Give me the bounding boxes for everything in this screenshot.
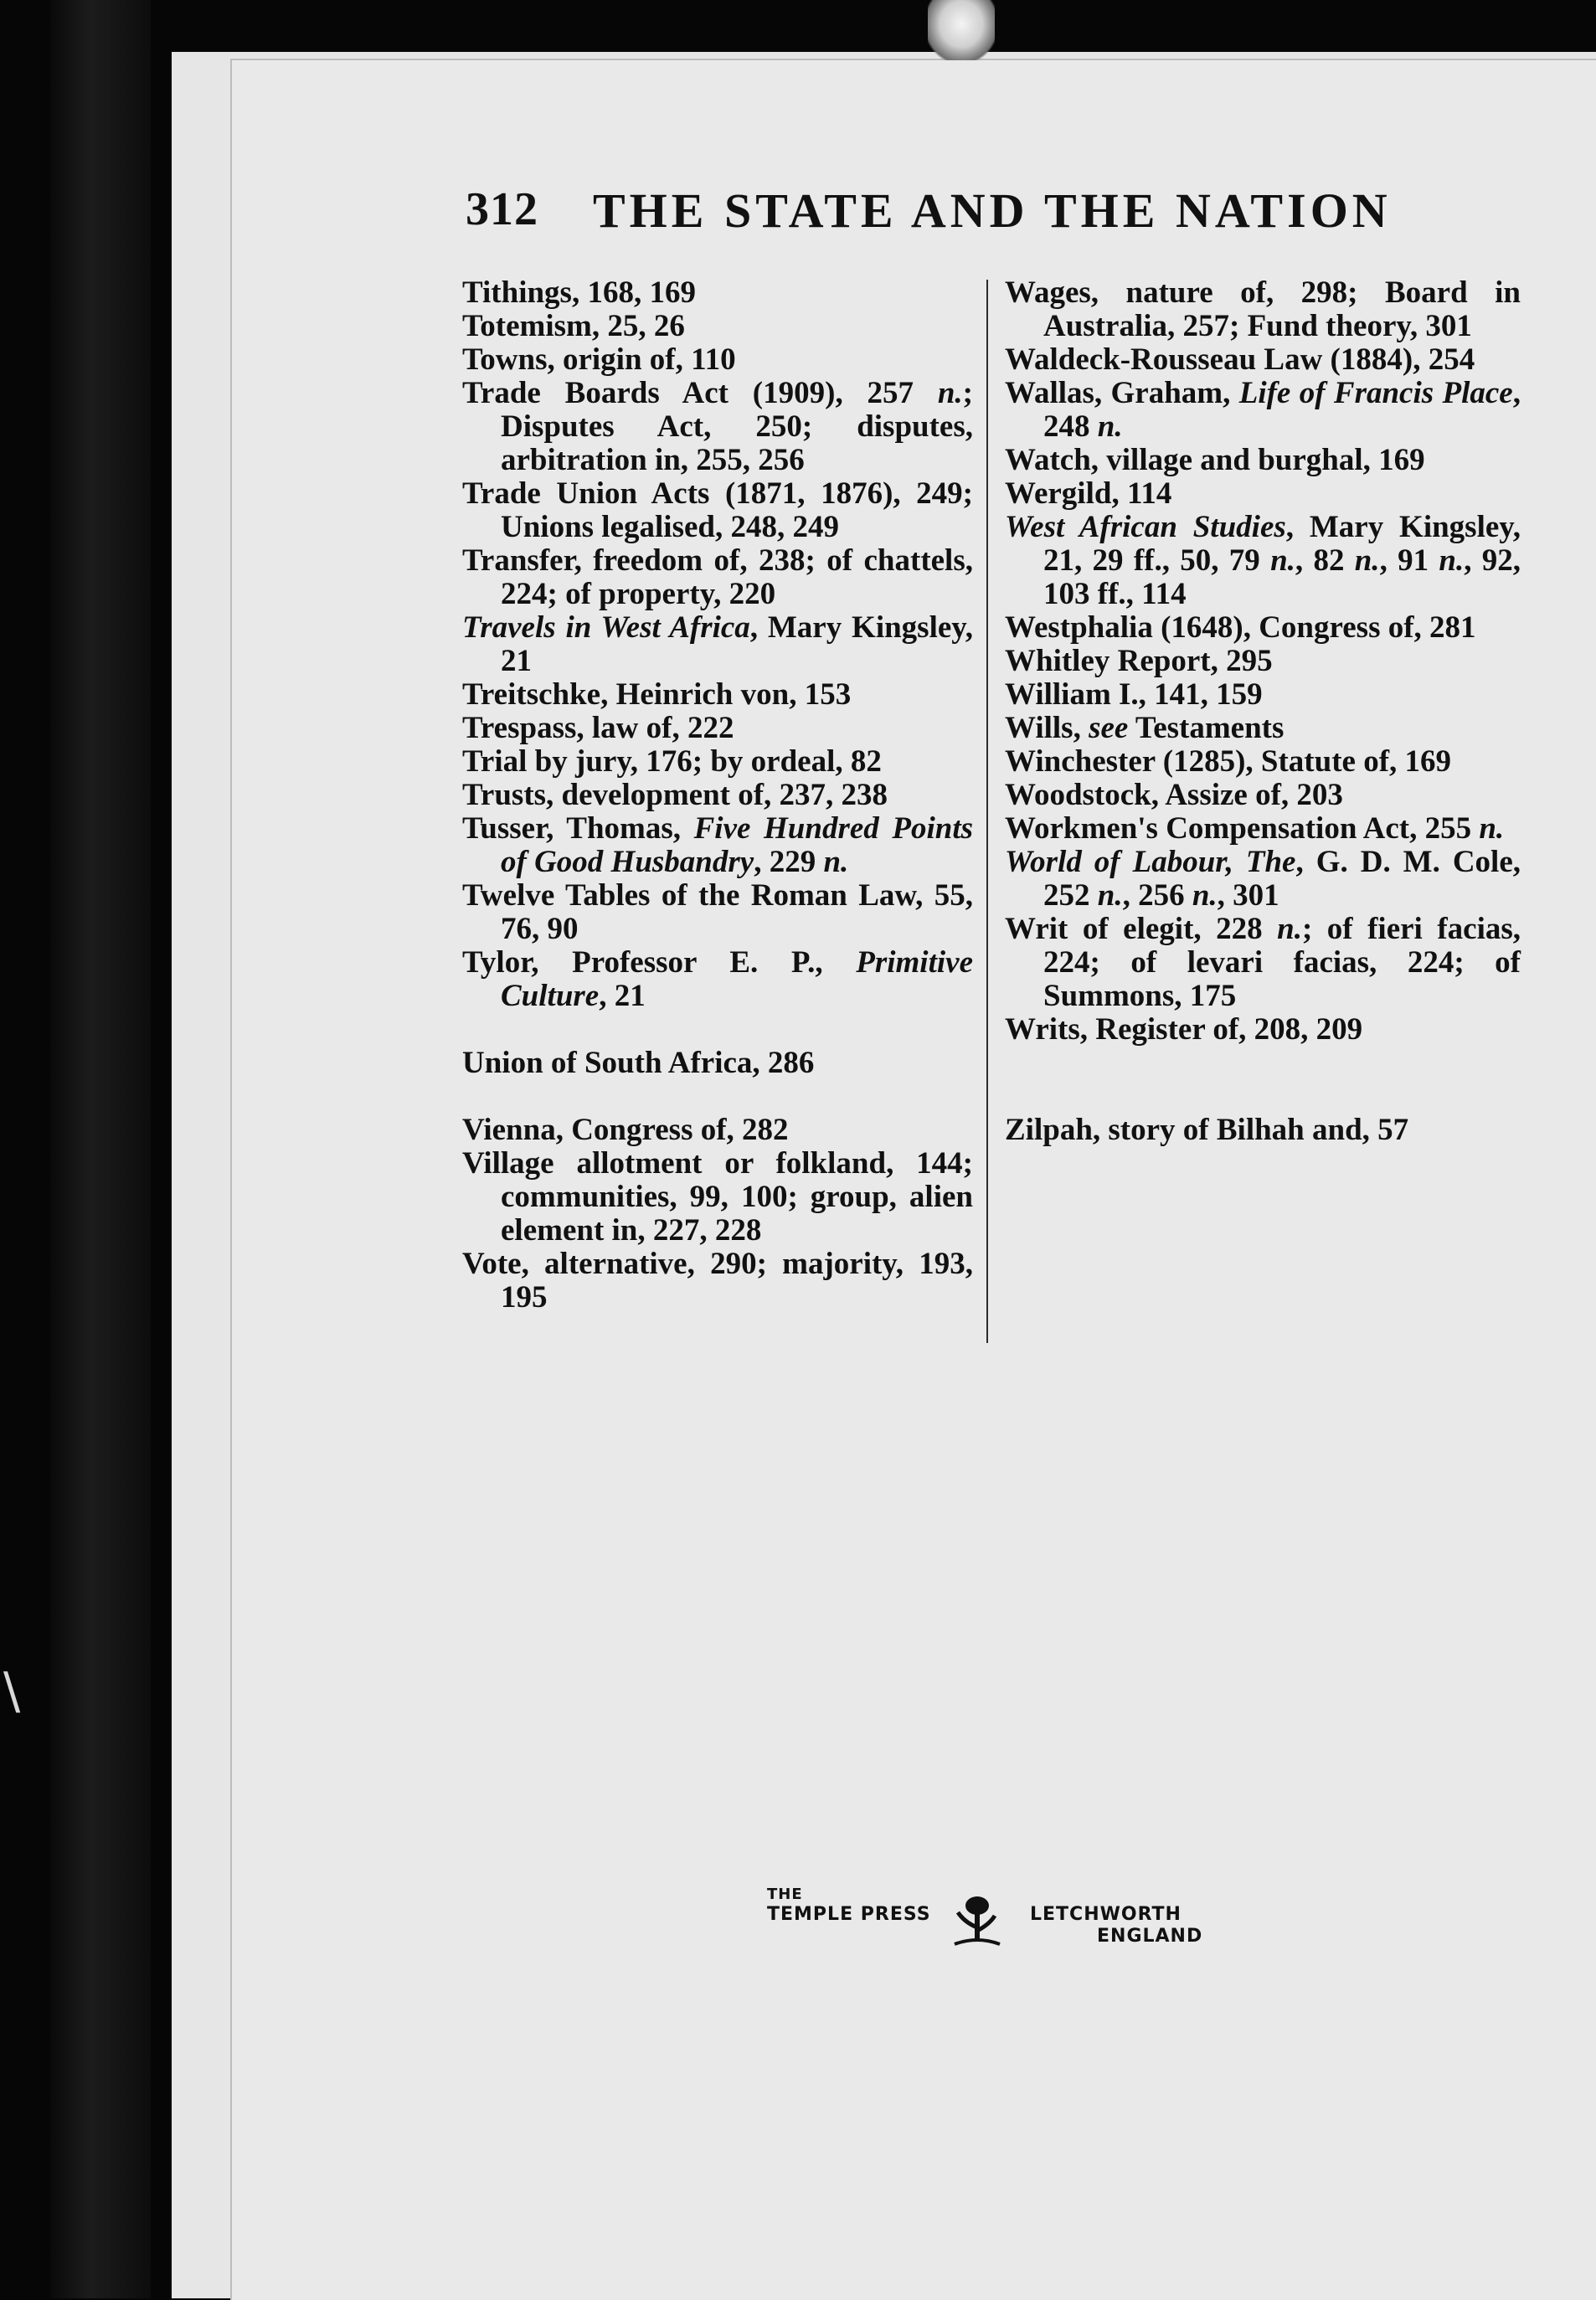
index-entry-text: Twelve Tables of the Roman Law, 55, 76, 90 bbox=[462, 878, 973, 946]
index-entry-text: , 256 bbox=[1122, 878, 1192, 913]
index-entry-text: Wills, bbox=[1005, 711, 1089, 745]
entry-spacer bbox=[462, 1013, 973, 1047]
index-entry-text: Zilpah, story of Bilhah and, 57 bbox=[1005, 1113, 1409, 1147]
index-entry-text: Trusts, development of, 237, 238 bbox=[462, 778, 888, 812]
index-column-left bbox=[462, 276, 973, 1315]
index-entry-italic-text: n. bbox=[823, 845, 849, 879]
binding-clip-glare bbox=[928, 0, 995, 60]
index-entry bbox=[462, 611, 973, 678]
index-entry-text: , 21 bbox=[599, 979, 646, 1013]
index-entry bbox=[462, 1147, 973, 1248]
index-entry-text: Workmen's Compensation Act, 255 bbox=[1005, 811, 1480, 846]
index-entry-text: ; of fieri facias, 224; of levari facias, 224; of Summons, 175 bbox=[1043, 912, 1521, 1013]
index-entry bbox=[462, 812, 973, 879]
index-entry bbox=[462, 779, 973, 812]
index-entry bbox=[462, 879, 973, 946]
index-entry-italic-text: n. bbox=[1439, 543, 1465, 578]
index-entry-text: Wages, nature of, 298; Board in Australia, 257; Fund theory, 301 bbox=[1005, 275, 1521, 343]
index-entry-text: Transfer, freedom of, 238; of chattels, 224; of property, 220 bbox=[462, 543, 973, 611]
index-entry-text: Tusser, Thomas, bbox=[462, 811, 694, 846]
index-entry bbox=[462, 946, 973, 1013]
index-entry-text: , Mary Kingsley, 21, 29 ff., 50, 79 bbox=[1043, 510, 1521, 578]
index-entry-text: Testaments bbox=[1128, 711, 1285, 745]
index-entry-italic-text: n. bbox=[1270, 543, 1295, 578]
index-entry bbox=[462, 343, 973, 377]
index-entry-italic-text: Primitive Culture bbox=[501, 945, 973, 1013]
index-entry-text: Winchester (1285), Statute of, 169 bbox=[1005, 744, 1452, 779]
index-entry bbox=[1005, 444, 1521, 477]
index-entry bbox=[462, 712, 973, 745]
index-entry-italic-text: Five Hundred Points of Good Husbandry bbox=[501, 811, 973, 879]
index-entry-italic-text: n. bbox=[1097, 409, 1123, 444]
index-entry bbox=[462, 544, 973, 611]
index-entry bbox=[1005, 343, 1521, 377]
running-title: THE STATE AND THE NATION bbox=[593, 183, 1392, 238]
index-entry-text: Vote, alternative, 290; majority, 193, 195 bbox=[462, 1247, 973, 1315]
margin-tick-mark: \ bbox=[3, 1662, 21, 1721]
page-number: 312 bbox=[466, 183, 538, 235]
index-entry-italic-text: n. bbox=[937, 376, 963, 410]
index-entry bbox=[462, 745, 973, 779]
index-entry-text: Vienna, Congress of, 282 bbox=[462, 1113, 789, 1147]
index-entry-text: Wergild, 114 bbox=[1005, 476, 1172, 511]
index-entry-italic-text: Travels in West Africa bbox=[462, 610, 750, 645]
index-entry bbox=[1005, 1013, 1521, 1047]
index-entry bbox=[1005, 712, 1521, 745]
index-entry-text: Trade Boards Act (1909), 257 bbox=[462, 376, 938, 410]
index-entry bbox=[462, 678, 973, 712]
index-entry-italic-text: n. bbox=[1479, 811, 1505, 846]
index-entry bbox=[462, 276, 973, 310]
index-entry bbox=[1005, 678, 1521, 712]
colophon-press-name: TEMPLE PRESS bbox=[767, 1904, 931, 1925]
index-entry-italic-text: West African Studies bbox=[1005, 510, 1286, 544]
index-entry bbox=[1005, 1114, 1521, 1147]
index-entry-text: , 301 bbox=[1217, 878, 1279, 913]
index-entry bbox=[462, 1248, 973, 1315]
index-entry bbox=[462, 477, 973, 544]
printer-colophon bbox=[762, 1886, 1231, 1978]
index-entry bbox=[1005, 812, 1521, 846]
entry-spacer bbox=[1005, 1047, 1521, 1114]
index-column-right bbox=[1005, 276, 1521, 1147]
index-entry-text: , 229 bbox=[754, 845, 824, 879]
index-entry-text: , 82 bbox=[1295, 543, 1355, 578]
index-entry bbox=[462, 1047, 973, 1080]
index-entry-text: , 248 bbox=[1043, 376, 1521, 444]
index-entry bbox=[1005, 511, 1521, 611]
index-entry-text: Union of South Africa, 286 bbox=[462, 1046, 815, 1080]
index-entry bbox=[1005, 779, 1521, 812]
tree-emblem-icon bbox=[948, 1894, 1007, 1953]
index-entry-text: Woodstock, Assize of, 203 bbox=[1005, 778, 1343, 812]
index-entry bbox=[1005, 846, 1521, 913]
index-entry-italic-text: n. bbox=[1277, 912, 1302, 946]
index-entry-italic-text: n. bbox=[1097, 878, 1123, 913]
index-entry-text: ; Disputes Act, 250; disputes, arbitration in, 255, 256 bbox=[501, 376, 973, 477]
index-entry-text: , 92, 103 ff., 114 bbox=[1043, 543, 1521, 611]
index-entry-text: Tithings, 168, 169 bbox=[462, 275, 696, 310]
index-entry-text: Village allotment or folkland, 144; communities, 99, 100; group, alien element in, 227, 228 bbox=[462, 1146, 973, 1248]
index-entry bbox=[1005, 913, 1521, 1013]
entry-spacer bbox=[462, 1080, 973, 1114]
index-entry-text: Towns, origin of, 110 bbox=[462, 342, 736, 377]
running-head bbox=[466, 183, 1403, 250]
index-entry bbox=[1005, 276, 1521, 343]
index-entry bbox=[1005, 377, 1521, 444]
index-entry-italic-text: Life of Francis Place bbox=[1238, 376, 1513, 410]
index-entry-text: Totemism, 25, 26 bbox=[462, 309, 685, 343]
index-entry-text: Trespass, law of, 222 bbox=[462, 711, 734, 745]
index-entry-text: , G. D. M. Cole, 252 bbox=[1043, 845, 1521, 913]
index-entry-text: Wallas, Graham, bbox=[1005, 376, 1239, 410]
book-spine-shadow bbox=[50, 0, 151, 2298]
index-entry-italic-text: World of Labour, The bbox=[1005, 845, 1296, 879]
index-entry-text: Whitley Report, 295 bbox=[1005, 644, 1273, 678]
index-entry bbox=[1005, 745, 1521, 779]
index-entry-italic-text: n. bbox=[1354, 543, 1380, 578]
index-entry-text: Writ of elegit, 228 bbox=[1005, 912, 1278, 946]
index-entry-italic-text: n. bbox=[1192, 878, 1218, 913]
index-entry bbox=[462, 310, 973, 343]
colophon-country: ENGLAND bbox=[1097, 1926, 1203, 1947]
index-entry-text: , 91 bbox=[1379, 543, 1439, 578]
index-entry bbox=[1005, 611, 1521, 645]
index-entry bbox=[462, 1114, 973, 1147]
index-entry-text: Trial by jury, 176; by ordeal, 82 bbox=[462, 744, 882, 779]
index-entry-text: Treitschke, Heinrich von, 153 bbox=[462, 677, 852, 712]
index-entry bbox=[1005, 477, 1521, 511]
column-divider bbox=[986, 280, 988, 1343]
index-entry-italic-text: see bbox=[1089, 711, 1129, 745]
colophon-town: LETCHWORTH bbox=[1030, 1904, 1182, 1925]
index-entry-text: Writs, Register of, 208, 209 bbox=[1005, 1012, 1363, 1047]
index-entry bbox=[1005, 645, 1521, 678]
colophon-the: THE bbox=[767, 1886, 803, 1903]
index-entry-text: Westphalia (1648), Congress of, 281 bbox=[1005, 610, 1476, 645]
index-entry-text: Tylor, Professor E. P., bbox=[462, 945, 857, 980]
index-entry-text: , Mary Kingsley, 21 bbox=[501, 610, 973, 678]
index-entry-text: Waldeck-Rousseau Law (1884), 254 bbox=[1005, 342, 1475, 377]
index-entry-text: William I., 141, 159 bbox=[1005, 677, 1263, 712]
index-entry bbox=[462, 377, 973, 477]
index-entry-text: Trade Union Acts (1871, 1876), 249; Unions legalised, 248, 249 bbox=[462, 476, 973, 544]
index-entry-text: Watch, village and burghal, 169 bbox=[1005, 443, 1425, 477]
